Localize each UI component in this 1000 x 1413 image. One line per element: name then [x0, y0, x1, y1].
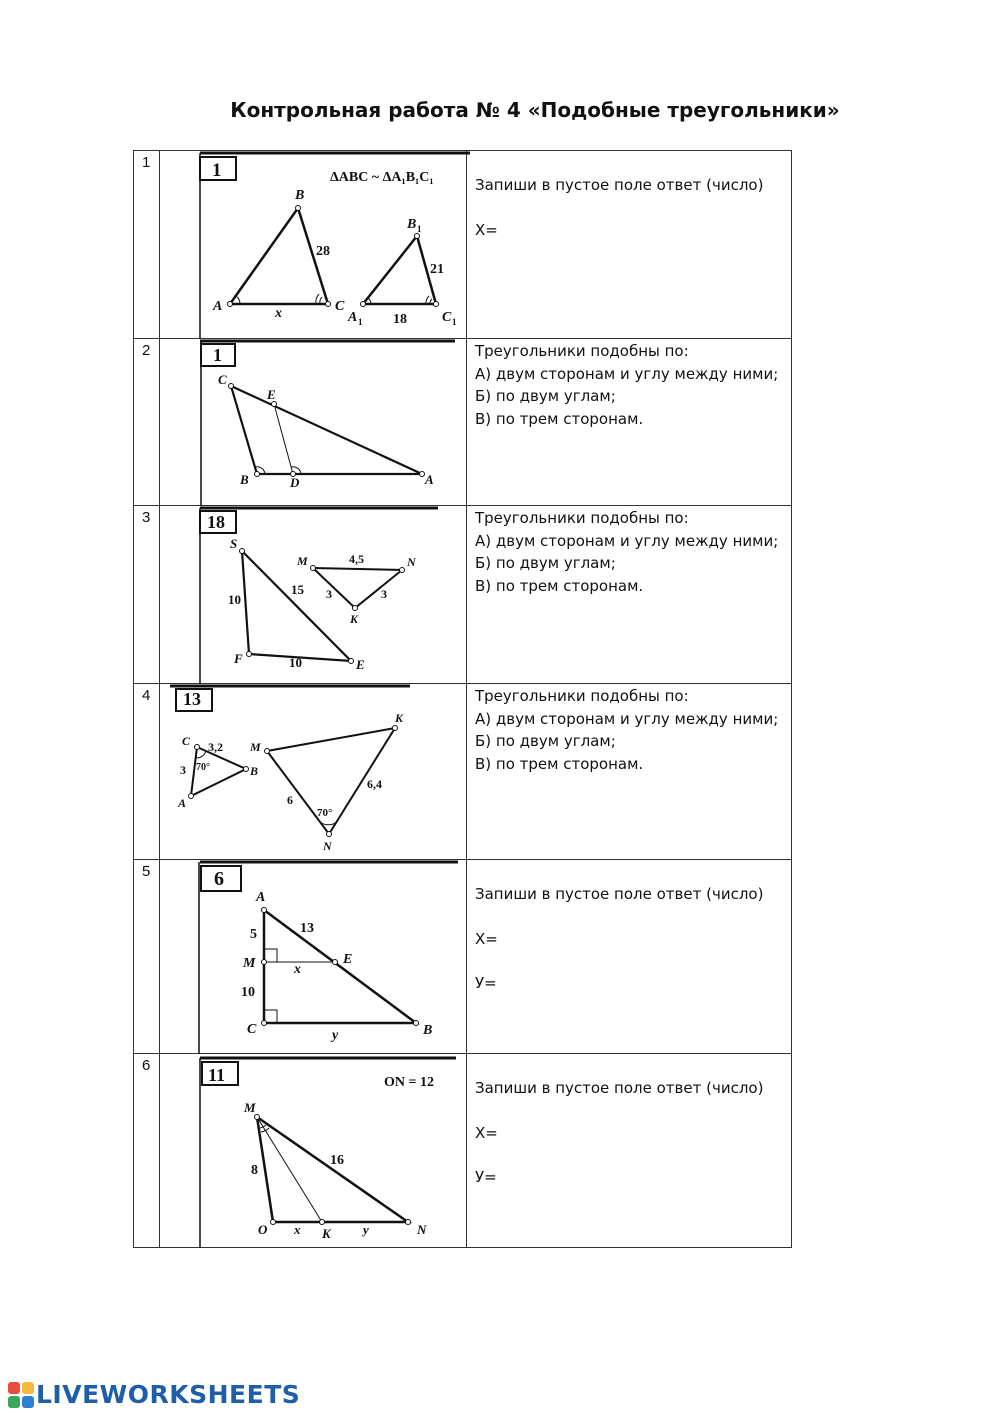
svg-text:C: C — [442, 310, 452, 325]
logo-text: LIVEWORKSHEETS — [36, 1380, 301, 1409]
svg-text:A: A — [178, 796, 187, 810]
svg-text:3: 3 — [180, 763, 186, 777]
answer-x-label: Х= — [475, 220, 498, 239]
svg-text:E: E — [343, 952, 353, 967]
task-number: 5 — [134, 860, 160, 1054]
option-a: А) двум сторонам и углу между ними; — [475, 531, 779, 550]
figure-similar-triangles-abc — [170, 151, 470, 339]
svg-text:F: F — [234, 651, 243, 666]
svg-text:E: E — [356, 657, 365, 672]
task-instructions: Треугольники подобны по: А) двум сторонам и углу между ними; Б) по двум углам; В) по трем сторонам. — [467, 339, 792, 506]
svg-text:1: 1 — [452, 317, 457, 327]
svg-text:18: 18 — [393, 312, 407, 327]
answer-y-label: У= — [475, 1168, 497, 1186]
svg-text:1: 1 — [358, 317, 363, 327]
svg-text:B: B — [407, 217, 417, 232]
task-number: 1 — [134, 151, 160, 339]
task-instructions: Запиши в пустое поле ответ (число) Х= — [467, 151, 792, 339]
svg-text:4,5: 4,5 — [349, 552, 364, 566]
task-row-5 — [134, 860, 792, 1054]
figure-right-triangle-acb — [170, 860, 470, 1054]
svg-text:C: C — [182, 734, 191, 748]
svg-text:M: M — [250, 740, 261, 754]
task-row-3 — [134, 506, 792, 684]
tasks-table — [133, 150, 792, 1248]
figure-triangles-sfe-mnk — [170, 506, 470, 684]
figure-badge: 1 — [213, 345, 222, 365]
svg-text:K: K — [395, 711, 404, 725]
svg-text:S: S — [230, 536, 238, 551]
option-b: Б) по двум углам; — [475, 554, 616, 572]
task-row-4 — [134, 684, 792, 860]
svg-text:E: E — [267, 387, 276, 402]
svg-text:y: y — [363, 1222, 369, 1237]
svg-text:K: K — [350, 612, 359, 626]
task-instructions: Треугольники подобны по: А) двум сторонам и углу между ними; Б) по двум углам; В) по трем сторонам. — [467, 684, 792, 860]
svg-text:x: x — [275, 306, 282, 321]
task-instructions: Треугольники подобны по: А) двум сторонам и углу между ними; Б) по двум углам; В) по трем сторонам. — [467, 506, 792, 684]
task-figure — [160, 1054, 467, 1248]
task-number: 3 — [134, 506, 160, 684]
task-instructions: Запиши в пустое поле ответ (число) Х= У= — [467, 1054, 792, 1248]
svg-text:10: 10 — [289, 655, 302, 670]
svg-text:70°: 70° — [196, 762, 210, 773]
svg-text:D: D — [290, 475, 300, 490]
svg-text:6,4: 6,4 — [367, 777, 382, 791]
svg-text:y: y — [332, 1028, 339, 1043]
task-row-1 — [134, 151, 792, 339]
option-b: Б) по двум углам; — [475, 387, 616, 405]
svg-text:O: O — [258, 1222, 268, 1237]
answer-x-label: Х= — [475, 1123, 498, 1142]
svg-text:A: A — [348, 310, 358, 325]
task-number: 2 — [134, 339, 160, 506]
task-instructions: Запиши в пустое поле ответ (число) Х= У= — [467, 860, 792, 1054]
option-a: А) двум сторонам и углу между ними; — [475, 364, 779, 383]
svg-text:16: 16 — [330, 1153, 344, 1168]
liveworksheets-logo — [8, 1380, 300, 1409]
svg-text:3: 3 — [381, 587, 387, 601]
worksheet-title: Контрольная работа № 4 «Подобные треугольники» — [230, 98, 840, 122]
svg-text:5: 5 — [250, 927, 257, 942]
figure-badge: 6 — [214, 868, 224, 890]
svg-text:70°: 70° — [317, 807, 333, 819]
figure-triangle-mon — [170, 1054, 470, 1248]
task-figure — [160, 860, 467, 1054]
figure-badge: 11 — [208, 1065, 226, 1085]
task-figure — [160, 684, 467, 860]
svg-text:x: x — [294, 1222, 301, 1237]
figure-badge: 13 — [183, 689, 201, 709]
option-c: В) по трем сторонам. — [475, 576, 644, 595]
svg-text:N: N — [417, 1222, 427, 1237]
svg-text:M: M — [244, 1100, 256, 1115]
task-figure — [160, 506, 467, 684]
answer-y-label: У= — [475, 974, 497, 992]
svg-text:A: A — [256, 890, 266, 905]
svg-text:x: x — [294, 962, 301, 977]
option-c: В) по трем сторонам. — [475, 409, 644, 428]
svg-text:B: B — [250, 764, 259, 778]
svg-text:21: 21 — [430, 262, 444, 277]
option-c: В) по трем сторонам. — [475, 754, 644, 773]
svg-text:A: A — [213, 299, 223, 314]
figure-triangle-cba — [170, 339, 470, 506]
svg-text:N: N — [323, 839, 332, 853]
svg-text:10: 10 — [241, 985, 255, 1000]
svg-text:K: K — [322, 1226, 331, 1241]
svg-text:1: 1 — [417, 224, 422, 234]
svg-text:A: A — [425, 472, 434, 487]
svg-text:3: 3 — [326, 587, 332, 601]
svg-text:C: C — [247, 1022, 257, 1037]
svg-text:N: N — [407, 555, 416, 569]
svg-text:10: 10 — [228, 592, 241, 607]
figure-triangles-cab-mnk — [170, 684, 470, 860]
figure-badge: 1 — [212, 160, 222, 181]
task-figure — [160, 339, 467, 506]
task-number: 4 — [134, 684, 160, 860]
figure-caption: ΔABC ~ ΔA₁B₁C₁ — [330, 170, 434, 185]
figure-caption: ON = 12 — [384, 1075, 434, 1090]
figure-badge: 18 — [207, 512, 225, 532]
svg-text:C: C — [218, 372, 227, 387]
option-b: Б) по двум углам; — [475, 732, 616, 750]
svg-text:B: B — [423, 1023, 433, 1038]
svg-text:B: B — [295, 188, 305, 203]
task-row-2 — [134, 339, 792, 506]
svg-text:8: 8 — [251, 1163, 258, 1178]
svg-text:6: 6 — [287, 793, 293, 807]
option-a: А) двум сторонам и углу между ними; — [475, 709, 779, 728]
svg-text:28: 28 — [316, 244, 330, 259]
answer-x-label: Х= — [475, 929, 498, 948]
task-number: 6 — [134, 1054, 160, 1248]
svg-text:M: M — [243, 956, 256, 971]
svg-text:M: M — [297, 554, 308, 568]
task-figure — [160, 151, 467, 339]
logo-icon — [8, 1382, 34, 1408]
svg-text:15: 15 — [291, 582, 304, 597]
svg-text:C: C — [335, 299, 345, 314]
svg-text:3,2: 3,2 — [208, 740, 223, 754]
svg-text:13: 13 — [300, 921, 314, 936]
task-row-6 — [134, 1054, 792, 1248]
svg-text:B: B — [240, 472, 249, 487]
